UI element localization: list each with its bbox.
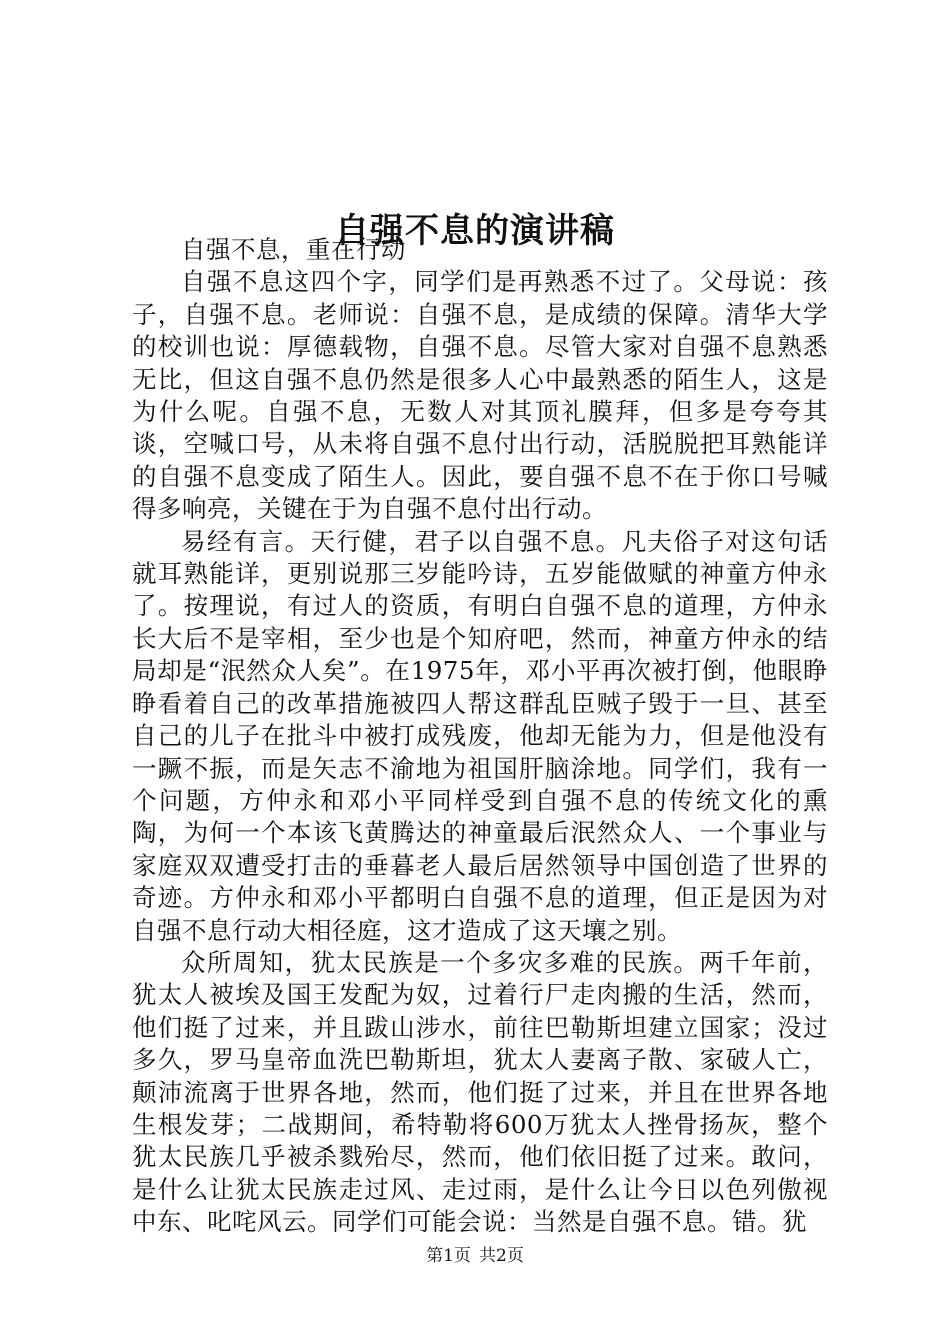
page-number: 第1页 xyxy=(426,1246,471,1266)
document-title: 自强不息的演讲稿 xyxy=(335,210,615,251)
subtitle-paragraph: 自强不息，重在行动 xyxy=(181,235,406,264)
body-paragraph: 自强不息这四个字，同学们是再熟悉不过了。父母说：孩子，自强不息。老师说：自强不息，是成绩的保障。清华大学的校训也说：厚德载物，自强不息。尽管大家对自强不息熟悉无比，但这自强不息仍然是很多人心中最熟悉的陌生人，这是为什么呢。自强不息，无数人对其顶礼膜拜，但多是夸夸其谈，空喊口号，从未将自强不息付出行动，活脱脱把耳熟能详的自强不息变成了陌生人。因此，要自强不息不在于你口号喊得多响亮，关键在于为自强不息付出行动。 xyxy=(132,267,828,524)
page-footer xyxy=(0,1244,950,1268)
page-total: 共2页 xyxy=(479,1246,524,1266)
document-body xyxy=(132,234,828,1239)
body-paragraph: 众所周知，犹太民族是一个多灾多难的民族。两千年前，犹太人被埃及国王发配为奴，过着行尸走肉搬的生活，然而，他们挺了过来，并且跋山涉水，前往巴勒斯坦建立国家；没过多久，罗马皇帝血洗巴勒斯坦，犹太人妻离子散、家破人亡，颠沛流离于世界各地，然而，他们挺了过来，并且在世界各地生根发芽；二战期间，希特勒将600万犹太人挫骨扬灰，整个犹太民族几乎被杀戮殆尽，然而，他们依旧挺了过来。敢问，是什么让犹太民族走过风、走过雨，是什么让今日以色列傲视中东、叱咤风云。同学们可能会说：当然是自强不息。错。犹 xyxy=(132,947,828,1237)
body-paragraph: 易经有言。天行健，君子以自强不息。凡夫俗子对这句话就耳熟能详，更别说那三岁能吟诗，五岁能做赋的神童方仲永了。按理说，有过人的资质，有明白自强不息的道理，方仲永长大后不是宰相，至少也是个知府吧，然而，神童方仲永的结局却是“泯然众人矣”。在1975年，邓小平再次被打倒，他眼睁睁看着自己的改革措施被四人帮这群乱臣贼子毁于一旦、甚至自己的儿子在批斗中被打成残废，他却无能为力，但是他没有一蹶不振，而是矢志不渝地为祖国肝脑涂地。同学们，我有一个问题，方仲永和邓小平同样受到自强不息的传统文化的熏陶，为何一个本该飞黄腾达的神童最后泯然众人、一个事业与家庭双双遭受打击的垂暮老人最后居然领导中国创造了世界的奇迹。方仲永和邓小平都明白自强不息的道理，但正是因为对自强不息行动大相径庭，这才造成了这天壤之别。 xyxy=(132,526,828,945)
